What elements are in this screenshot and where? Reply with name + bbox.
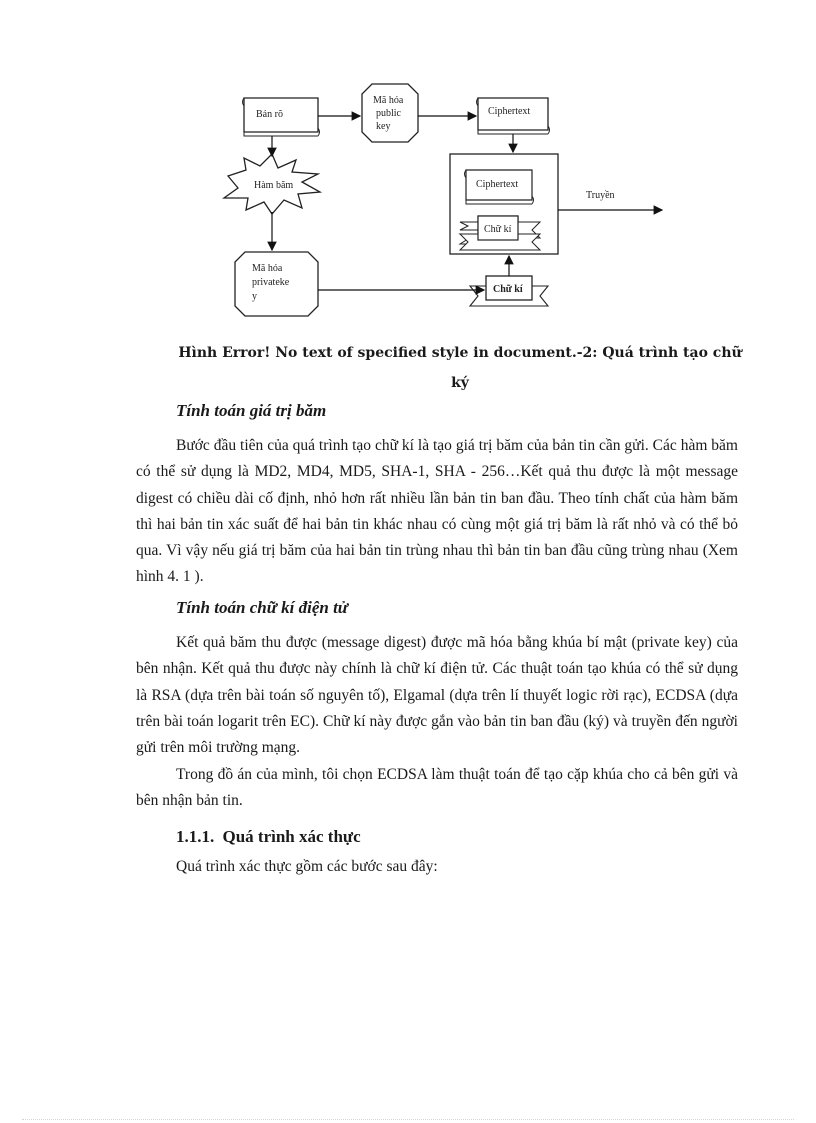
signature-section-paragraph-2: Trong đồ án của mình, tôi chọn ECDSA làm thuật toán để tạo cặp khúa cho cả bên gửi và bên nhận bản tin. [136, 766, 738, 810]
private-key-encrypt-box [235, 252, 318, 316]
hash-function-label: Hàm băm [254, 180, 294, 191]
signature-bottom-box [470, 276, 548, 306]
signature-inner-label: Chữ kí [484, 224, 512, 235]
signature-process-diagram [0, 0, 816, 340]
section-title: Quá trình xác thực [222, 827, 361, 846]
signature-section-paragraph-1: Kết quả băm thu được (message digest) được mã hóa bằng khúa bí mật (private key) của bên nhận. Kết quả thu được này chính là chữ kí điện tử. Các thuật toán tạo khúa có thể sử dụng là RSA (dựa trên bài toán số nguyên tố), Elgamal (dựa trên lí thuyết logic rời rạc), ECDSA (dựa trên bài toán logarit trên EC). Chữ kí này được gắn vào bản tin ban đầu (ký) và truyền đến người gửi trên môi trường mạng. [136, 634, 738, 757]
public-key-encrypt-box [362, 84, 418, 142]
section-number: 1.1.1. [176, 827, 215, 846]
page-bottom-divider [22, 1119, 794, 1120]
hash-section-heading: Tính toán giá trị băm [176, 401, 327, 420]
svg-text:Mã hóa: Mã hóa [373, 95, 404, 106]
signature-bottom-label: Chữ kí [493, 284, 523, 295]
ciphertext-top-box [477, 98, 550, 134]
hash-function-shape [224, 154, 320, 214]
ciphertext-inner-label: Ciphertext [476, 179, 519, 190]
verification-intro: Quá trình xác thực gồm các bước sau đây: [176, 858, 438, 875]
signed-message-package [450, 154, 558, 254]
figure-caption-line1: Hình Error! No text of specified style in document.-2: Quá trình tạo chữ [178, 345, 742, 361]
signature-section-heading: Tính toán chữ kí điện tử [176, 598, 348, 617]
figure-caption [150, 341, 770, 396]
svg-text:privateke: privateke [252, 277, 290, 288]
svg-text:public: public [376, 108, 401, 119]
verification-section-heading [176, 827, 361, 847]
svg-text:key: key [376, 121, 391, 132]
svg-text:Mã hóa: Mã hóa [252, 263, 283, 274]
ciphertext-top-label: Ciphertext [488, 106, 531, 117]
hash-section-paragraph: Bước đầu tiên của quá trình tạo chữ kí là tạo giá trị băm của bản tin cần gửi. Các hàm băm có thể sử dụng là MD2, MD4, MD5, SHA-1, SHA - 256…Kết quả thu được là một message digest có chiều dài cố định, nhỏ hơn rất nhiều lần bản tin ban đầu. Theo tính chất của hàm băm thì hai bản tin xác suất để hai bản tin khác nhau có cùng một giá trị băm là rất nhỏ và có thể bỏ qua. Vì vậy nếu giá trị băm của hai bản tin trùng nhau thì bản tin ban đầu cũng trùng nhau (Xem hình 4. 1 ). [136, 437, 738, 586]
svg-text:y: y [252, 291, 257, 302]
plaintext-box [243, 98, 320, 136]
transmit-label: Truyền [586, 190, 615, 201]
figure-caption-line2: ký [451, 375, 469, 391]
plaintext-label: Bản rõ [256, 109, 283, 120]
